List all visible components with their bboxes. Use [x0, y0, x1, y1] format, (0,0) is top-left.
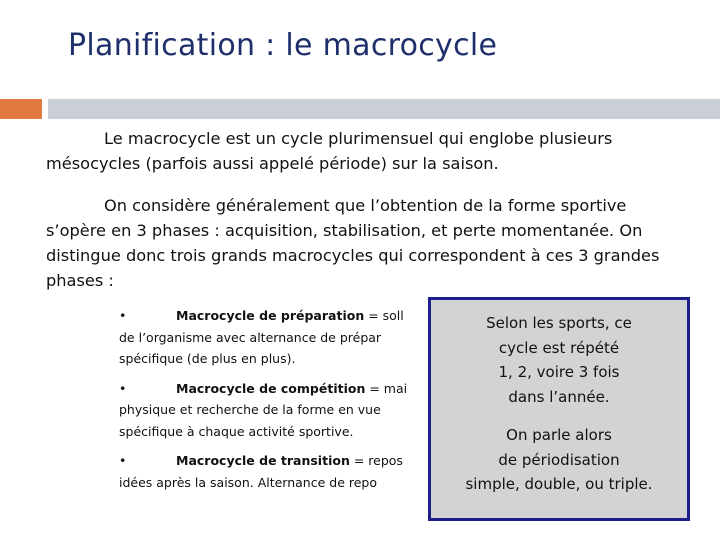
slide-title: Planification : le macrocycle [68, 28, 498, 63]
callout-line: de périodisation [498, 450, 620, 469]
callout-line: cycle est répété [498, 338, 620, 357]
title-divider-bar [48, 99, 720, 119]
callout-line: Selon les sports, ce [486, 314, 632, 332]
title-accent-bar [0, 99, 42, 119]
paragraph-definition-text: Le macrocycle est un cycle plurimensuel qui englobe plusieurs mésocycles (parfois aussi appelé période) sur la saison. [46, 129, 613, 173]
callout-line: dans l’année. [508, 387, 610, 406]
bullet-text: physique et recherche de la forme en vue [119, 402, 381, 417]
bullet-term: Macrocycle de préparation [176, 308, 365, 323]
bullet-term: Macrocycle de compétition [176, 380, 366, 396]
bullet-marker: • [119, 308, 127, 323]
list-item [119, 378, 449, 443]
callout-line: simple, double, ou triple. [465, 475, 653, 493]
bullet-text: = mai [365, 380, 408, 396]
list-item [119, 450, 449, 493]
bullet-text: = soll [364, 308, 404, 323]
callout-spacer [431, 409, 687, 423]
callout-line: 1, 2, voire 3 fois [498, 363, 620, 381]
paragraph-phases [46, 193, 691, 293]
callout-line: On parle alors [506, 426, 612, 444]
bullet-text: spécifique (de plus en plus). [119, 351, 296, 366]
bullet-text: = repos [349, 453, 403, 468]
bullet-term: Macrocycle de transition [176, 453, 350, 468]
callout-box [428, 297, 690, 521]
paragraph-phases-text: On considère généralement que l’obtention de la forme sportive s’opère en 3 phases : acquisition, stabilisation, et perte momentanée. On distingue donc trois grands macrocycles qui correspondent à ces 3 grandes phases : [46, 196, 660, 290]
bullet-marker: • [119, 453, 127, 468]
bullet-text: de l’organisme avec alternance de prépar [119, 329, 382, 345]
macrocycle-list [119, 305, 449, 501]
paragraph-definition [46, 126, 691, 176]
list-item [119, 305, 449, 370]
bullet-text: idées après la saison. Alternance de repo [119, 474, 378, 490]
bullet-marker: • [119, 380, 127, 396]
bullet-text: spécifique à chaque activité sportive. [119, 423, 354, 439]
